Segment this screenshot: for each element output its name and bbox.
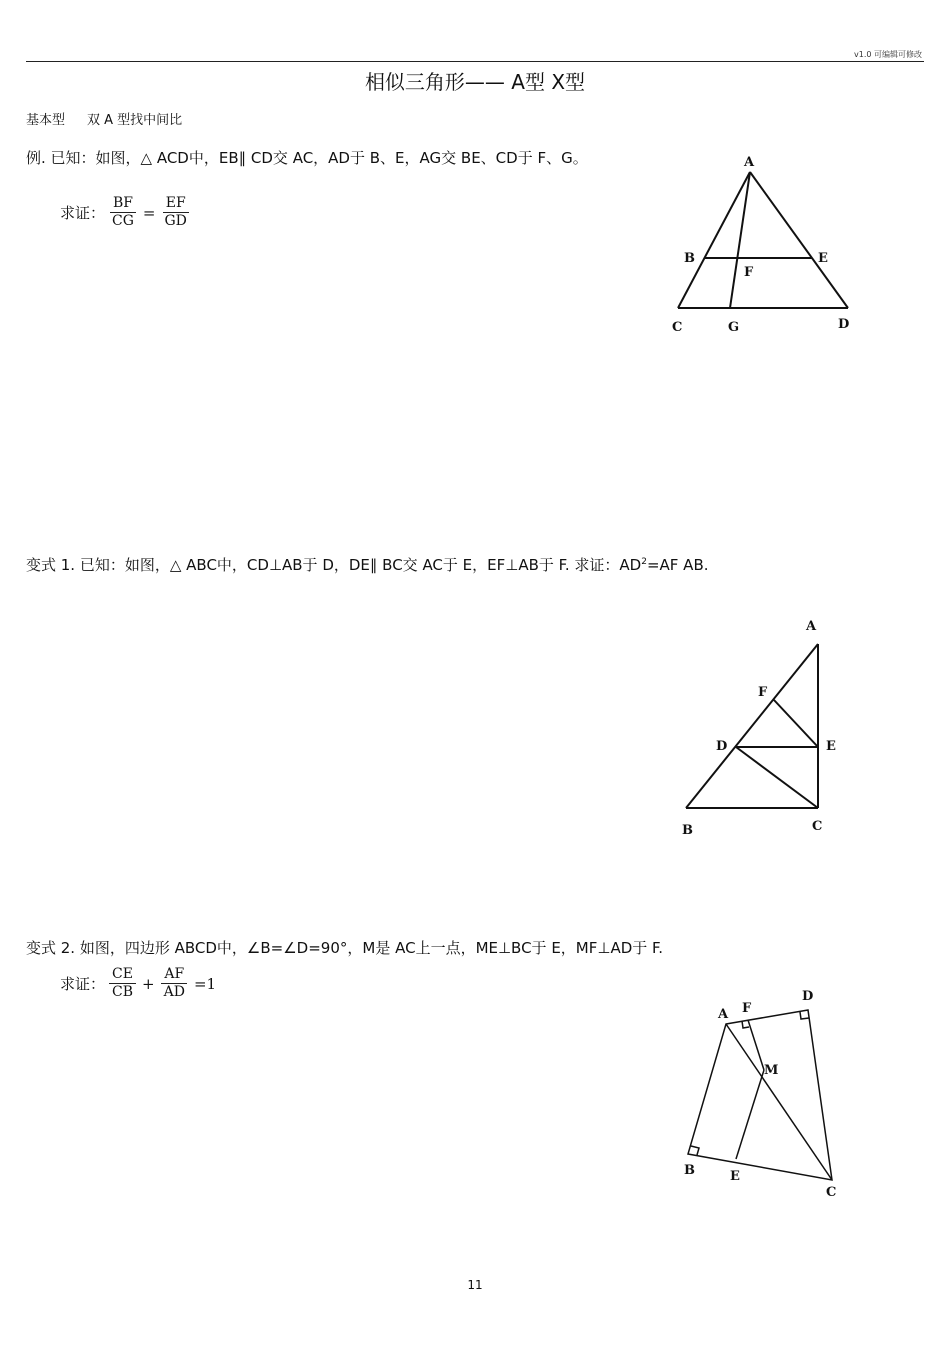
header-note: v1.0 可编辑可修改 <box>854 50 922 59</box>
frac-den: AD <box>163 984 185 1000</box>
example-statement: 例. 已知：如图，△ ACD中，EB∥ CD交 AC，AD于 B、E，AG交 BE、CD于 F、G。 <box>26 149 588 167</box>
proof-label: 求证： <box>60 204 106 222</box>
header-rule <box>26 61 924 62</box>
frac-den: CB <box>112 984 134 1000</box>
variant1-text: 变式 1. 已知：如图，△ ABC中，CD⊥AB于 D，DE∥ BC交 AC于 E，EF⊥AB于 F. 求证：AD <box>26 556 642 574</box>
label-c: C <box>812 819 823 834</box>
plus-sign: + <box>142 974 155 993</box>
page-number: 11 <box>467 1278 483 1292</box>
label-b: B <box>684 251 695 266</box>
label-f: F <box>742 1001 752 1016</box>
label-e: E <box>826 739 836 754</box>
variant2-proof <box>60 966 218 1001</box>
frac-den: GD <box>164 213 187 229</box>
label-c: C <box>826 1185 837 1200</box>
variant1-statement <box>26 554 709 575</box>
seg-mf <box>748 1020 764 1070</box>
subtitle-right: 双 A 型找中间比 <box>87 113 183 128</box>
frac-num: EF <box>163 195 189 213</box>
label-e: E <box>730 1169 740 1184</box>
seg-me <box>736 1070 764 1159</box>
edge-cd <box>736 747 818 808</box>
fraction-bf-cg <box>109 195 137 230</box>
subtitle-left: 基本型 <box>26 113 66 128</box>
label-a: A <box>744 155 755 170</box>
label-d: D <box>802 989 814 1004</box>
equals-one: =1 <box>193 974 217 993</box>
label-f: F <box>744 265 754 280</box>
variant1-exponent: 2 <box>641 557 647 567</box>
frac-num: CE <box>109 966 136 984</box>
label-c: C <box>672 320 683 335</box>
frac-den: CG <box>112 213 134 229</box>
proof-label: 求证： <box>60 975 106 993</box>
edge-ef <box>774 700 818 747</box>
fraction-af-ad <box>161 966 188 1001</box>
fraction-ce-cb <box>109 966 136 1001</box>
label-d: D <box>838 317 850 332</box>
label-f: F <box>758 685 768 700</box>
example-proof <box>60 195 190 230</box>
frac-num: BF <box>110 195 136 213</box>
page-title: 相似三角形—— A型 X型 <box>364 70 586 94</box>
variant1-tail: =AF AB. <box>646 556 709 574</box>
label-a: A <box>718 1007 729 1022</box>
right-angle-b <box>691 1146 699 1155</box>
figure-variant2-quadrilateral <box>676 982 848 1208</box>
label-b: B <box>684 1163 695 1178</box>
figure-variant1-triangle <box>676 600 848 848</box>
variant2-statement: 变式 2. 如图，四边形 ABCD中，∠B=∠D=90°，M是 AC上一点，ME⊥BC于 E，MF⊥AD于 F. <box>26 939 664 957</box>
fraction-ef-gd <box>162 195 190 230</box>
diag-ac <box>726 1024 832 1180</box>
section-subtitle <box>26 109 182 128</box>
right-angle-d <box>800 1012 809 1019</box>
equals-sign: = <box>142 203 156 222</box>
frac-num: AF <box>161 966 187 984</box>
quad-abcd <box>688 1010 832 1180</box>
label-m: M <box>764 1063 779 1078</box>
label-b: B <box>682 823 693 838</box>
label-g: G <box>728 320 740 335</box>
edge-ad <box>750 172 848 308</box>
label-e: E <box>818 251 828 266</box>
figure-example-triangle <box>664 150 860 338</box>
label-d: D <box>716 739 728 754</box>
label-a: A <box>806 619 817 634</box>
